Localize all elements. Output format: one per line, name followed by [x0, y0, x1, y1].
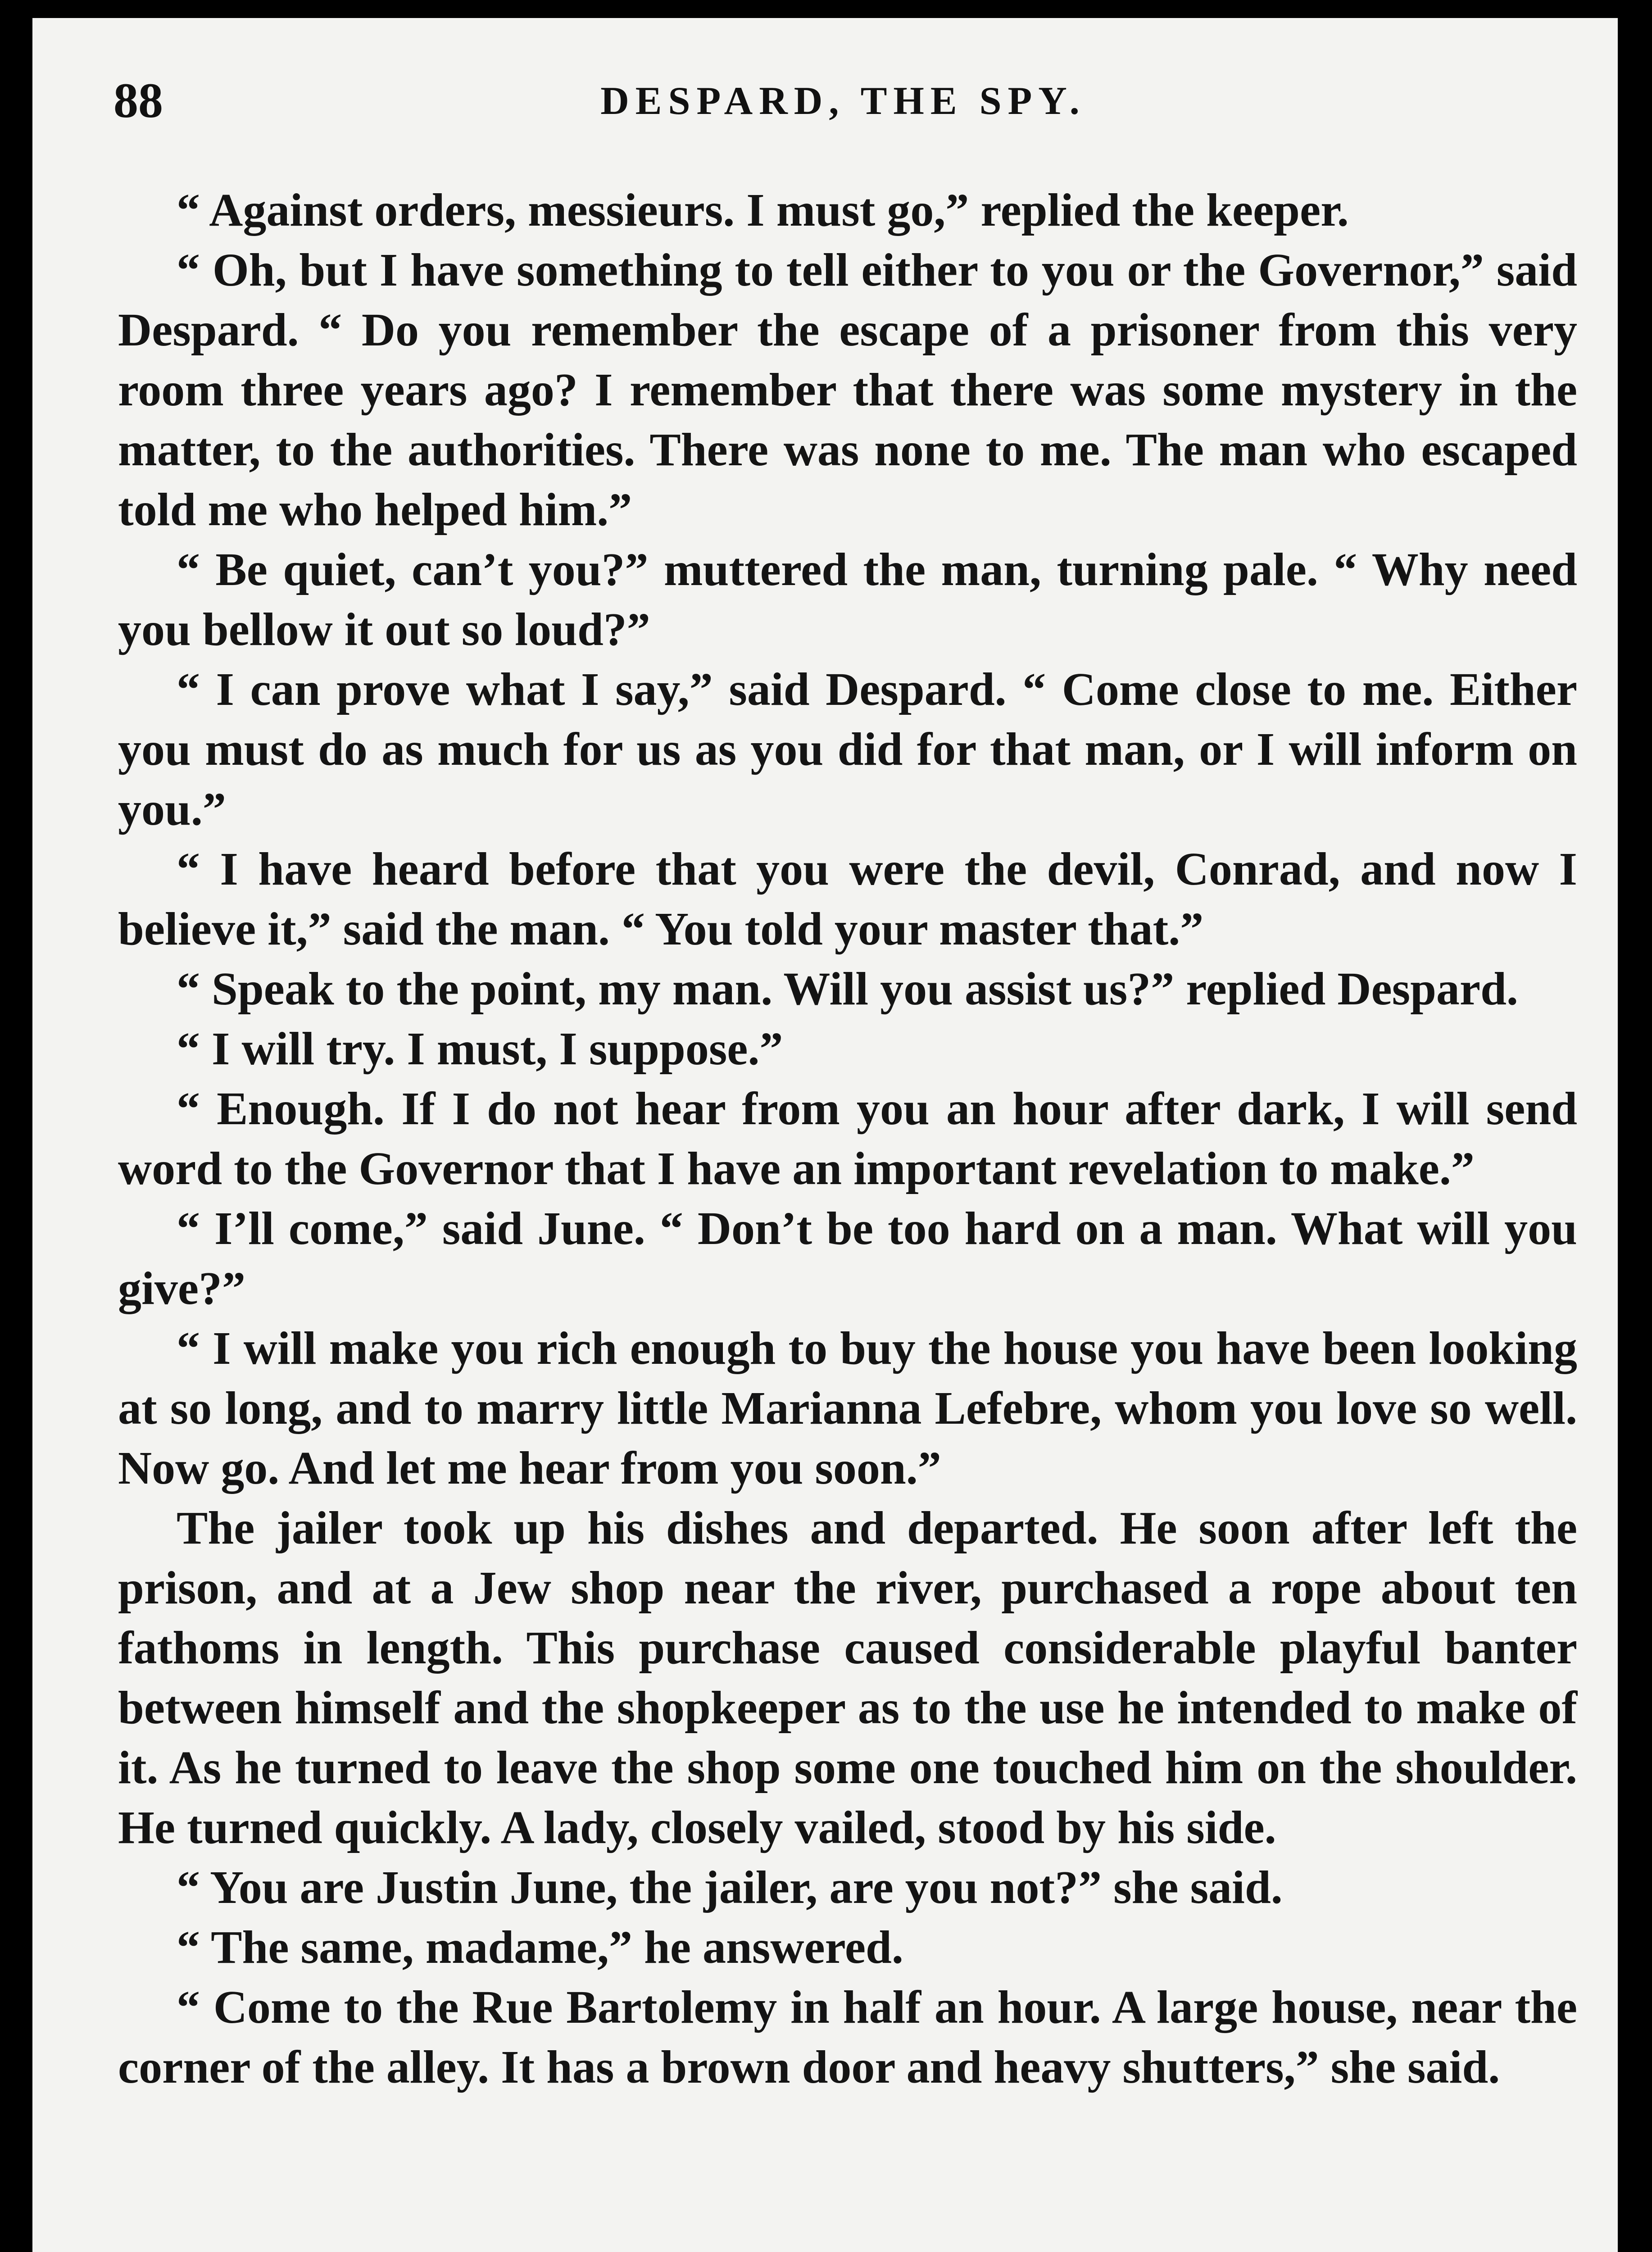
- paragraph: “ Oh, but I have something to tell either to you or the Governor,” said Despard. “ Do you remember the escape of a prisoner from this very room three years ago? I remember that there was some mystery in the matter, to the authorities. There was none to me. The man who escaped told me who helped him.”: [118, 244, 1577, 536]
- running-head: DESPARD, THE SPY.: [600, 79, 1086, 123]
- paragraph: “ Come to the Rue Bartolemy in half an hour. A large house, near the corner of the alley. It has a brown door and heavy shutters,” she said.: [118, 1981, 1577, 2093]
- page-header: [113, 72, 1573, 140]
- paragraph: “ Speak to the point, my man. Will you assist us?” replied Despard.: [177, 963, 1518, 1015]
- paragraph: “ Enough. If I do not hear from you an hour after dark, I will send word to the Governor that I have an important revelation to make.”: [118, 1083, 1577, 1194]
- paragraph: “ Against orders, messieurs. I must go,” replied the keeper.: [177, 184, 1349, 236]
- paragraph: “ I can prove what I say,” said Despard. “ Come close to me. Either you must do as much for us as you did for that man, or I will inform on you.”: [118, 663, 1577, 835]
- book-page: [32, 18, 1618, 2252]
- body-text: [118, 180, 1577, 2097]
- paragraph: “ Be quiet, can’t you?” muttered the man, turning pale. “ Why need you bellow it out so loud?”: [118, 544, 1577, 655]
- page-number: 88: [113, 73, 163, 128]
- paragraph: “ I will try. I must, I suppose.”: [177, 1023, 783, 1075]
- paragraph: “ The same, madame,” he answered.: [177, 1921, 903, 1973]
- paragraph: “ You are Justin June, the jailer, are you not?” she said.: [177, 1862, 1283, 1913]
- paragraph: “ I’ll come,” said June. “ Don’t be too hard on a man. What will you give?”: [118, 1203, 1577, 1314]
- paragraph: “ I will make you rich enough to buy the house you have been looking at so long, and to marry little Marianna Lefebre, whom you love so well. Now go. And let me hear from you soon.”: [118, 1322, 1577, 1494]
- paragraph: “ I have heard before that you were the devil, Conrad, and now I believe it,” said the man. “ You told your master that.”: [118, 843, 1577, 955]
- paragraph: The jailer took up his dishes and departed. He soon after left the prison, and at a Jew shop near the river, purchased a rope about ten fathoms in length. This purchase caused considerable playful banter between himself and the shopkeeper as to the use he intended to make of it. As he turned to leave the shop some one touched him on the shoulder. He turned quickly. A lady, closely vailed, stood by his side.: [118, 1502, 1577, 1853]
